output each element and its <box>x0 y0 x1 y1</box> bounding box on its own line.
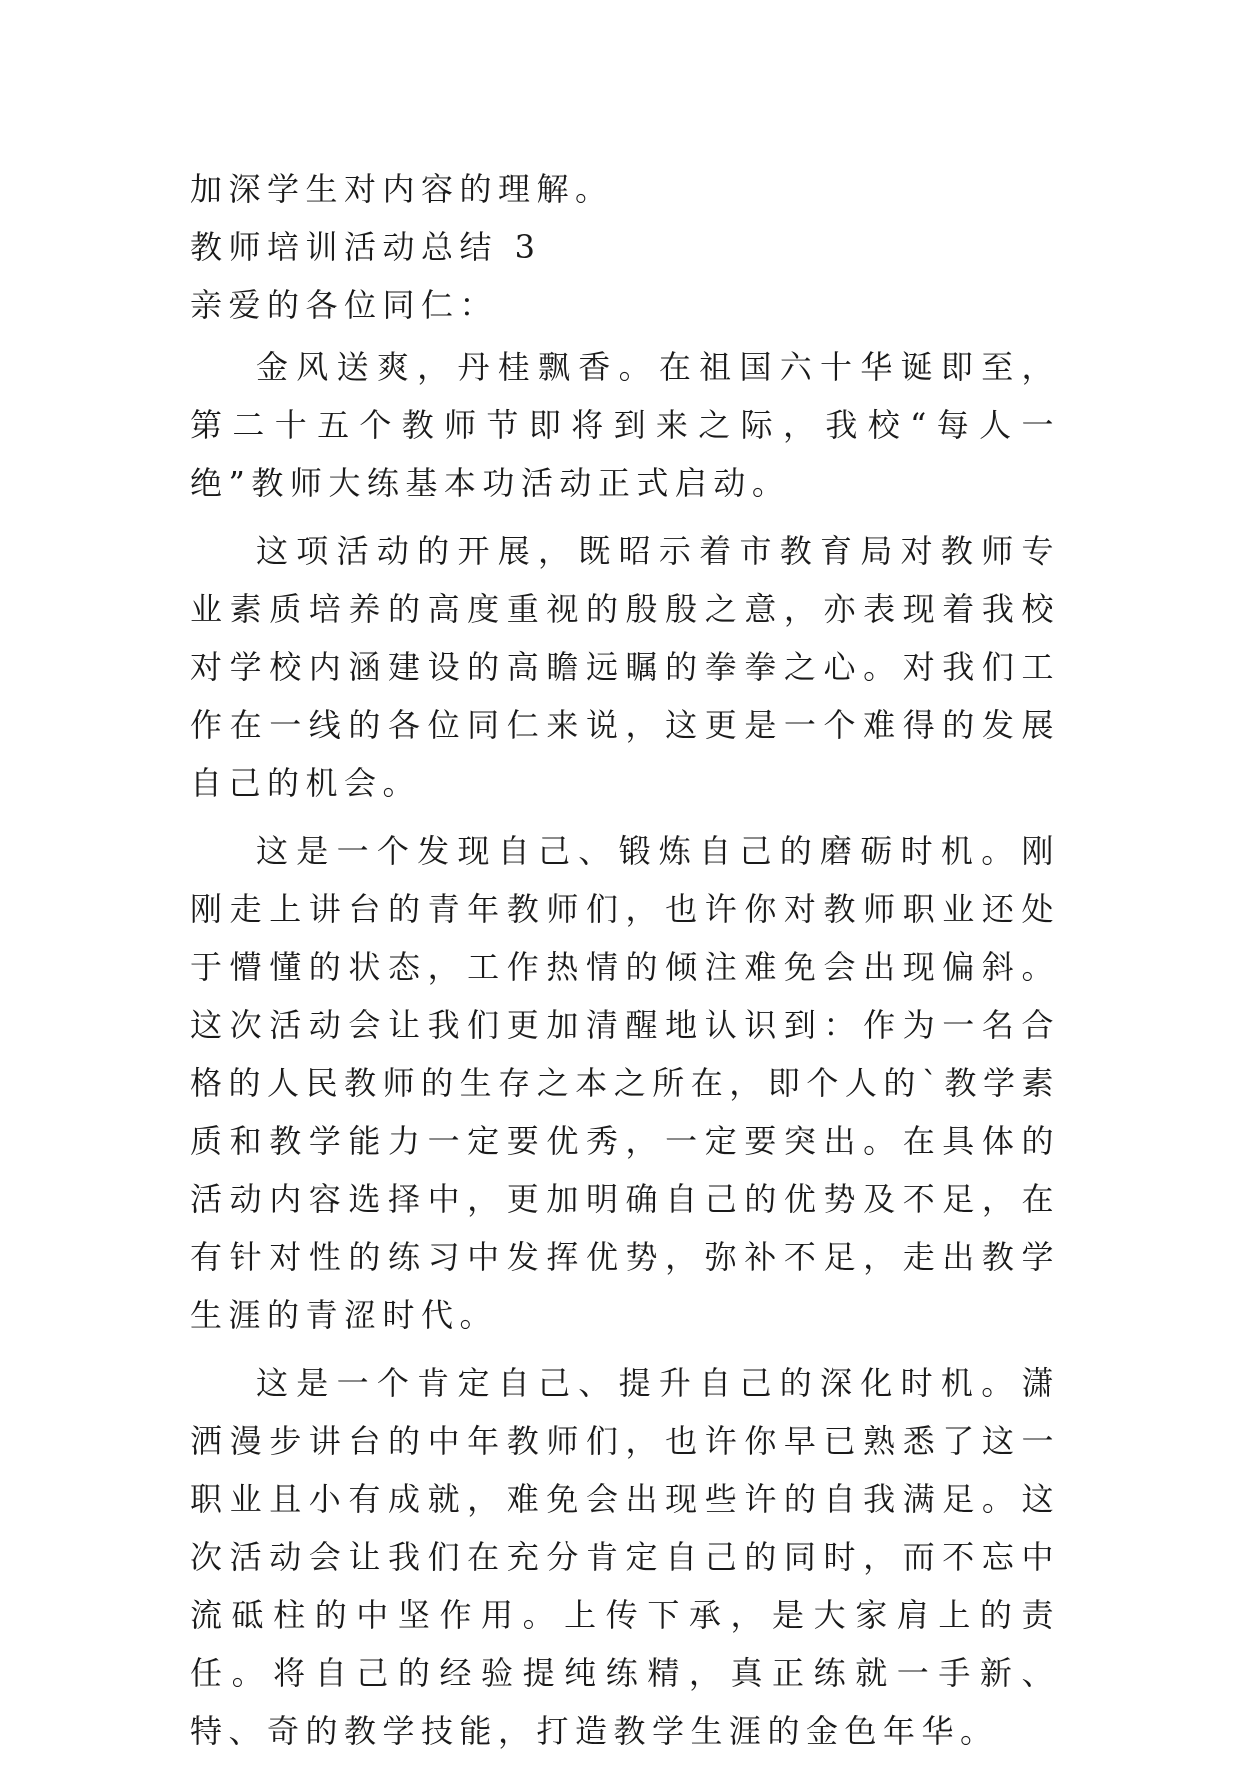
salutation: 亲爱的各位同仁： <box>190 286 499 324</box>
paragraph-4: 这是一个肯定自己、提升自己的深化时机。潇洒漫步讲台的中年教师们，也许你早已熟悉了这一职业且小有成就，难免会出现些许的自我满足。这次活动会让我们在充分肯定自己的同时，而不忘中流砥柱的中坚作用。上传下承，是大家肩上的责任。将自己的经验提纯练精，真正练就一手新、特、奇的教学技能，打造教学生涯的金色年华。 <box>190 1364 1060 1750</box>
paragraph-1: 金风送爽，丹桂飘香。在祖国六十华诞即至，第二十五个教师节即将到来之际，我校“每人一绝”教师大练基本功活动正式启动。 <box>190 348 1060 502</box>
paragraph-2: 这项活动的开展，既昭示着市教育局对教师专业素质培养的高度重视的殷殷之意，亦表现着我校对学校内涵建设的高瞻远瞩的拳拳之心。对我们工作在一线的各位同仁来说，这更是一个难得的发展自己的机会。 <box>190 532 1060 802</box>
document-body <box>190 160 1060 1770</box>
paragraph-3: 这是一个发现自己、锻炼自己的磨砺时机。刚刚走上讲台的青年教师们，也许你对教师职业还处于懵懂的状态，工作热情的倾注难免会出现偏斜。这次活动会让我们更加清醒地认识到：作为一名合格的人民教师的生存之本之所在，即个人的`教学素质和教学能力一定要优秀，一定要突出。在具体的活动内容选择中，更加明确自己的优势及不足，在有针对性的练习中发挥优势，弥补不足，走出教学生涯的青涩时代。 <box>190 832 1060 1334</box>
section-title: 教师培训活动总结 3 <box>190 228 542 266</box>
intro-line: 加深学生对内容的理解。 <box>190 170 614 208</box>
